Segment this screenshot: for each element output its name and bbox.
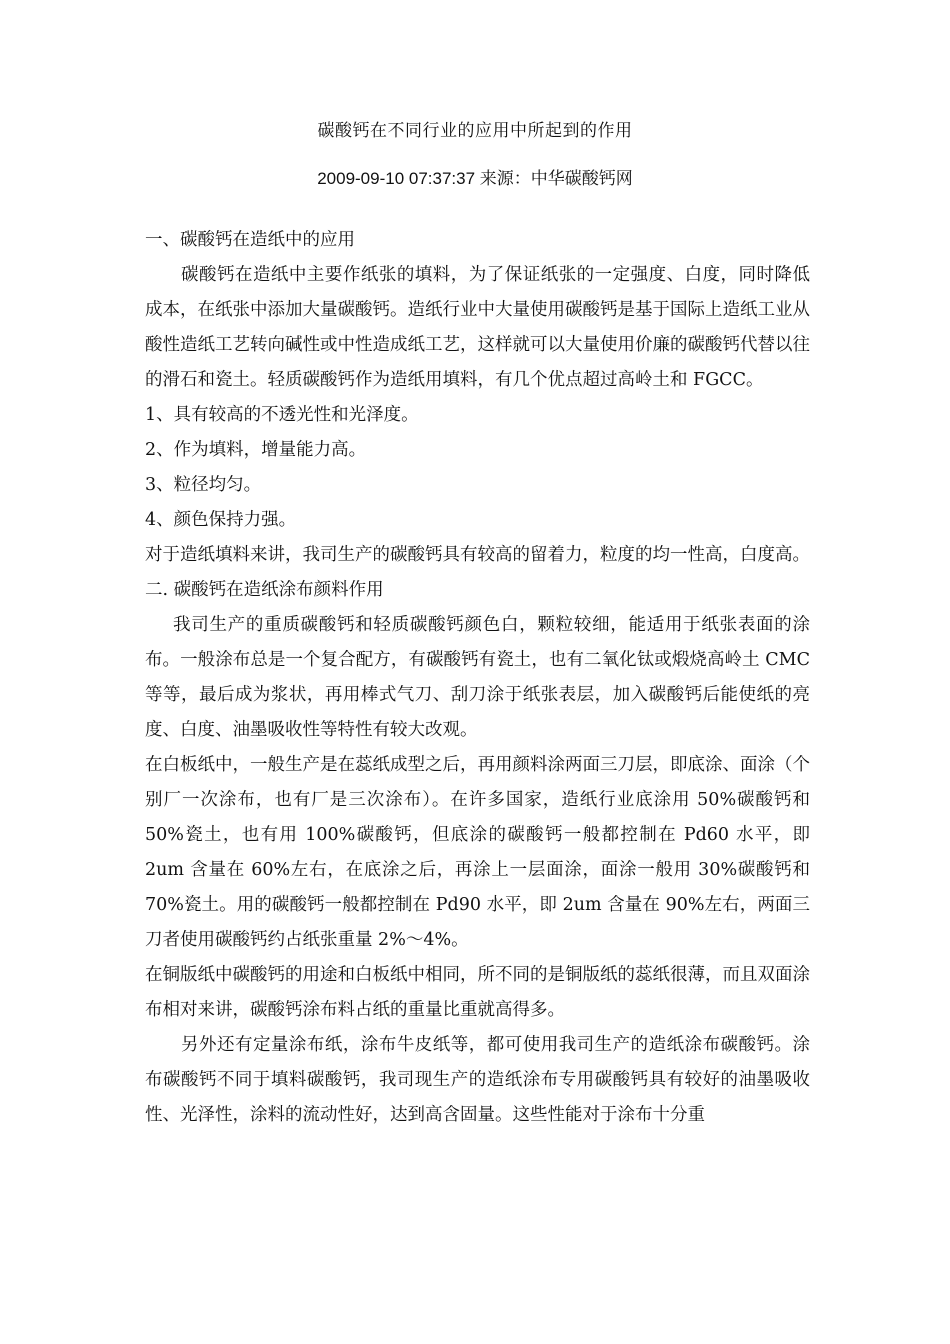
paragraph: 另外还有定量涂布纸，涂布牛皮纸等，都可使用我司生产的造纸涂布碳酸钙。涂布碳酸钙不同于填料碳酸钙，我司现生产的造纸涂布专用碳酸钙具有较好的油墨吸收性、光泽性，涂料的流动性好，达到高含固量。这些性能对于涂布十分重 <box>145 1035 810 1125</box>
document-meta <box>0 164 950 189</box>
paragraph: 我司生产的重质碳酸钙和轻质碳酸钙颜色白，颗粒较细，能适用于纸张表面的涂布。一般涂布总是一个复合配方，有碳酸钙有瓷土，也有二氧化钛或煅烧高岭土 CMC 等等，最后成为浆状，再用棒式气刀、刮刀涂于纸张表层，加入碳酸钙后能使纸的亮度、白度、油墨吸收性等特性有较大改观。 <box>145 615 810 740</box>
paragraph: 对于造纸填料来讲，我司生产的碳酸钙具有较高的留着力，粒度的均一性高，白度高。 <box>145 545 810 565</box>
document-title: 碳酸钙在不同行业的应用中所起到的作用 <box>317 121 633 141</box>
section-heading-2: 二. 碳酸钙在造纸涂布颜料作用 <box>145 580 384 600</box>
paragraph: 碳酸钙在造纸中主要作纸张的填料，为了保证纸张的一定强度、白度，同时降低成本，在纸张中添加大量碳酸钙。造纸行业中大量使用碳酸钙是基于国际上造纸工业从酸性造纸工艺转向碱性或中性造成纸工艺，这样就可以大量使用价廉的碳酸钙代替以往的滑石和瓷土。轻质碳酸钙作为造纸用填料，有几个优点超过高岭土和 FGCC。 <box>145 265 810 390</box>
section-heading-1: 一、碳酸钙在造纸中的应用 <box>145 230 355 250</box>
document-body <box>145 223 810 1133</box>
list-item: 1、具有较高的不透光性和光泽度。 <box>145 405 419 425</box>
paragraph: 在白板纸中，一般生产是在蕊纸成型之后，再用颜料涂两面三刀层，即底涂、面涂（个别厂一次涂布，也有厂是三次涂布）。在许多国家，造纸行业底涂用 50%碳酸钙和 50%瓷土，也有用 100%碳酸钙，但底涂的碳酸钙一般都控制在 Pd60 水平，即 2um 含量在 60%左右，在底涂之后，再涂上一层面涂，面涂一般用 30%碳酸钙和 70%瓷土。用的碳酸钙一般都控制在 Pd90 水平，即 2um 含量在 90%左右，两面三刀者使用碳酸钙约占纸张重量 2%～4%。 <box>145 755 810 950</box>
list-item: 2、作为填料，增量能力高。 <box>145 440 367 460</box>
publish-datetime: 2009-09-10 07:37:37 <box>317 169 476 188</box>
paragraph: 在铜版纸中碳酸钙的用途和白板纸中相同，所不同的是铜版纸的蕊纸很薄，而且双面涂布相对来讲，碳酸钙涂布料占纸的重量比重就高得多。 <box>145 965 810 1020</box>
source-label: 来源：中华碳酸钙网 <box>479 169 633 189</box>
list-item: 3、粒径均匀。 <box>145 475 262 495</box>
list-item: 4、颜色保持力强。 <box>145 510 297 530</box>
